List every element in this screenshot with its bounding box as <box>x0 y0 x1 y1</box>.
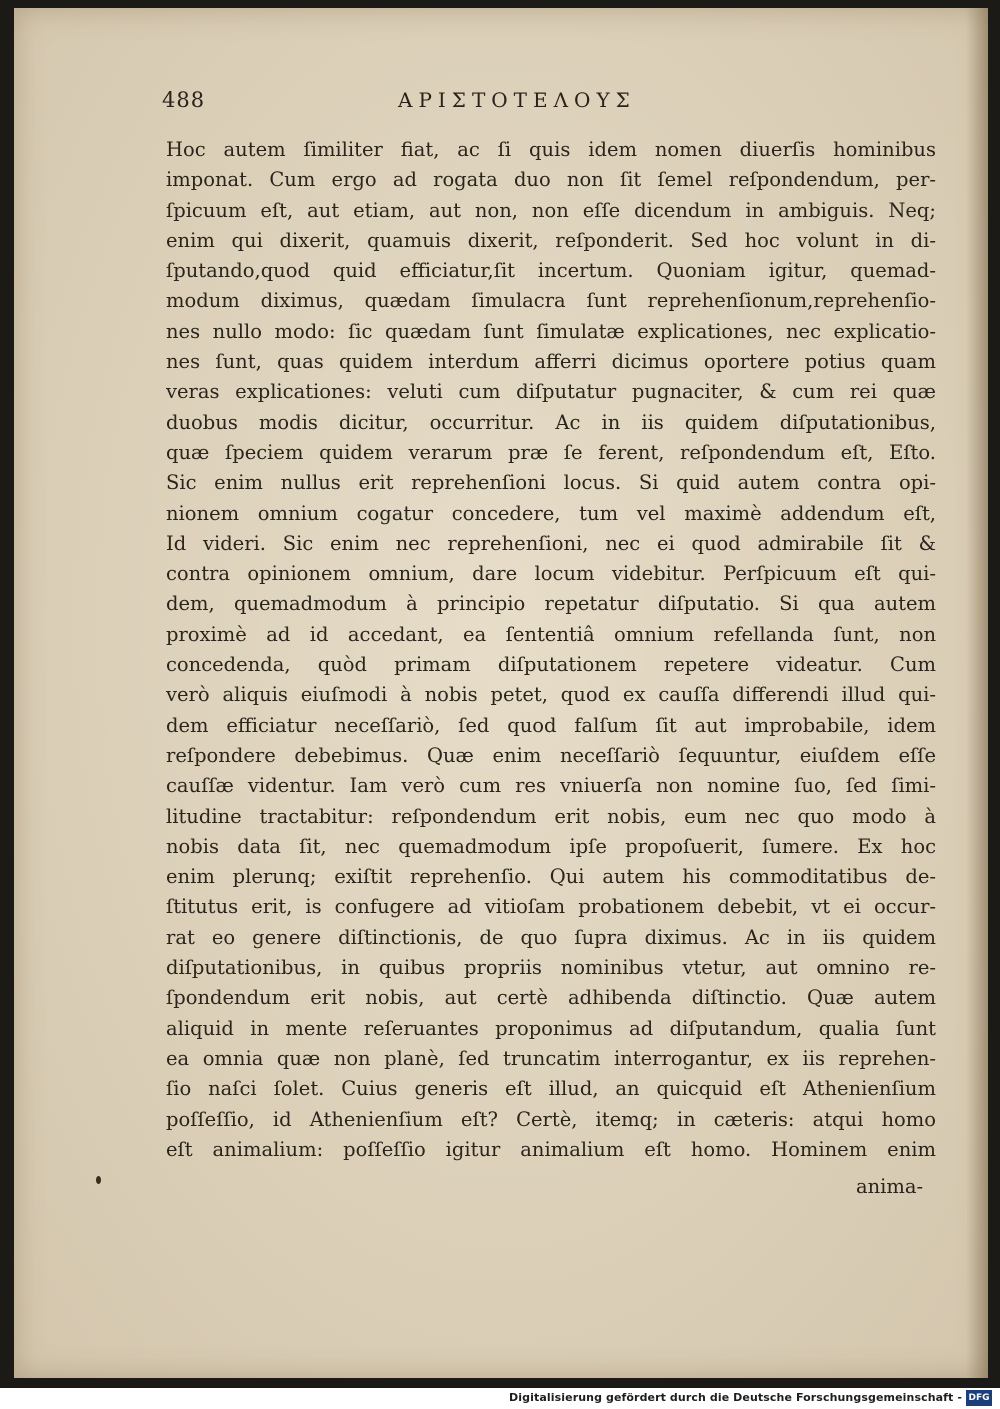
text-line: diſputationibus, in quibus propriis nominibus vtetur, aut omnino re- <box>166 956 936 980</box>
text-line: Hoc autem ſimiliter fiat, ac ſi quis idem nomen diuerſis hominibus <box>166 138 936 161</box>
ink-speck <box>96 1176 101 1184</box>
text-line: eſt animalium: poſſeſſio igitur animalium eſt homo. Hominem enim <box>166 1137 936 1161</box>
text-line: nionem omnium cogatur concedere, tum vel maximè addendum eſt, <box>166 501 936 525</box>
text-line: cauſſæ videntur. Iam verò cum res vniuerſa non nomine ſuo, ſed ſimi- <box>166 774 936 798</box>
text-line: nes nullo modo: ſic quædam ſunt ſimulatæ explicationes, nec explicatio- <box>166 319 936 343</box>
text-line: quæ ſpeciem quidem verarum præ ſe ferent, reſpondendum eſt, Eſto. <box>166 440 936 464</box>
footer-bar <box>0 1390 1000 1409</box>
text-line: ſputando,quod quid efficiatur,ſit incertum. Quoniam igitur, quemad- <box>166 259 936 283</box>
text-line: veras explicationes: veluti cum diſputatur pugnaciter, & cum rei quæ <box>166 380 936 404</box>
text-line: aliquid in mente reſeruantes proponimus ad diſputandum, qualia ſunt <box>166 1016 936 1040</box>
page-number: 488 <box>162 88 206 112</box>
text-line: enim qui dixerit, quamuis dixerit, reſponderit. Sed hoc volunt in di- <box>166 228 936 252</box>
text-line: Sic enim nullus erit reprehenſioni locus. Si quid autem contra opi- <box>166 471 936 495</box>
text-line: duobus modis dicitur, occurritur. Ac in iis quidem diſputationibus, <box>166 410 936 434</box>
funding-credit: Digitalisierung gefördert durch die Deutsche Forschungsgemeinschaft - <box>509 1391 962 1404</box>
text-line: reſpondere debebimus. Quæ enim neceſſariò ſequuntur, eiuſdem eſſe <box>166 743 936 767</box>
text-line: ſpondendum erit nobis, aut certè adhibenda diſtinctio. Quæ autem <box>166 986 936 1010</box>
dfg-logo: DFG <box>966 1390 992 1406</box>
text-line: Id videri. Sic enim nec reprehenſioni, nec ei quod admirabile ſit & <box>166 531 936 555</box>
text-line: nes ſunt, quas quidem interdum afferri dicimus oportere potius quam <box>166 350 936 374</box>
catchword: anima- <box>856 1175 924 1198</box>
text-line: verò aliquis eiuſmodi à nobis petet, quod ex cauſſa differendi illud qui- <box>166 683 936 707</box>
page-header <box>162 88 942 128</box>
text-line: imponat. Cum ergo ad rogata duo non ſit ſemel reſpondendum, per- <box>166 168 936 192</box>
text-line: ea omnia quæ non planè, ſed truncatim interrogantur, ex iis reprehen- <box>166 1046 936 1070</box>
body-text <box>166 135 936 1165</box>
text-line: dem, quemadmodum à principio repetatur diſputatio. Si qua autem <box>166 592 936 616</box>
text-line: proximè ad id accedant, ea ſententiâ omnium refellanda ſunt, non <box>166 622 936 646</box>
text-line: ſpicuum eſt, aut etiam, aut non, non eſſe dicendum in ambiguis. Neq; <box>166 198 936 222</box>
text-line: dem efficiatur neceſſariò, ſed quod falſum ſit aut improbabile, idem <box>166 713 936 737</box>
text-line: nobis data ſit, nec quemadmodum ipſe propoſuerit, ſumere. Ex hoc <box>166 834 936 858</box>
text-line: enim plerunq; exiſtit reprehenſio. Qui autem his commoditatibus de- <box>166 865 936 889</box>
text-line: poſſeſſio, id Athenienſium eſt? Certè, itemq; in cæteris: atqui homo <box>166 1107 936 1131</box>
running-title: ΑΡΙΣΤΟΤΕΛΟΥΣ <box>398 88 636 112</box>
text-line: ſtitutus erit, is confugere ad vitioſam probationem debebit, vt ei occur- <box>166 895 936 919</box>
text-line: ſio naſci ſolet. Cuius generis eſt illud, an quicquid eſt Athenienſium <box>166 1077 936 1101</box>
text-line: litudine tractabitur: reſpondendum erit nobis, eum nec quo modo à <box>166 804 936 828</box>
text-line: modum diximus, quædam ſimulacra ſunt reprehenſionum,reprehenſio- <box>166 289 936 313</box>
text-line: contra opinionem omnium, dare locum videbitur. Perſpicuum eſt qui- <box>166 562 936 586</box>
text-line: rat eo genere diſtinctionis, de quo ſupra diximus. Ac in iis quidem <box>166 925 936 949</box>
page-edge-shadow <box>966 8 988 1378</box>
text-line: concedenda, quòd primam diſputationem repetere videatur. Cum <box>166 653 936 677</box>
